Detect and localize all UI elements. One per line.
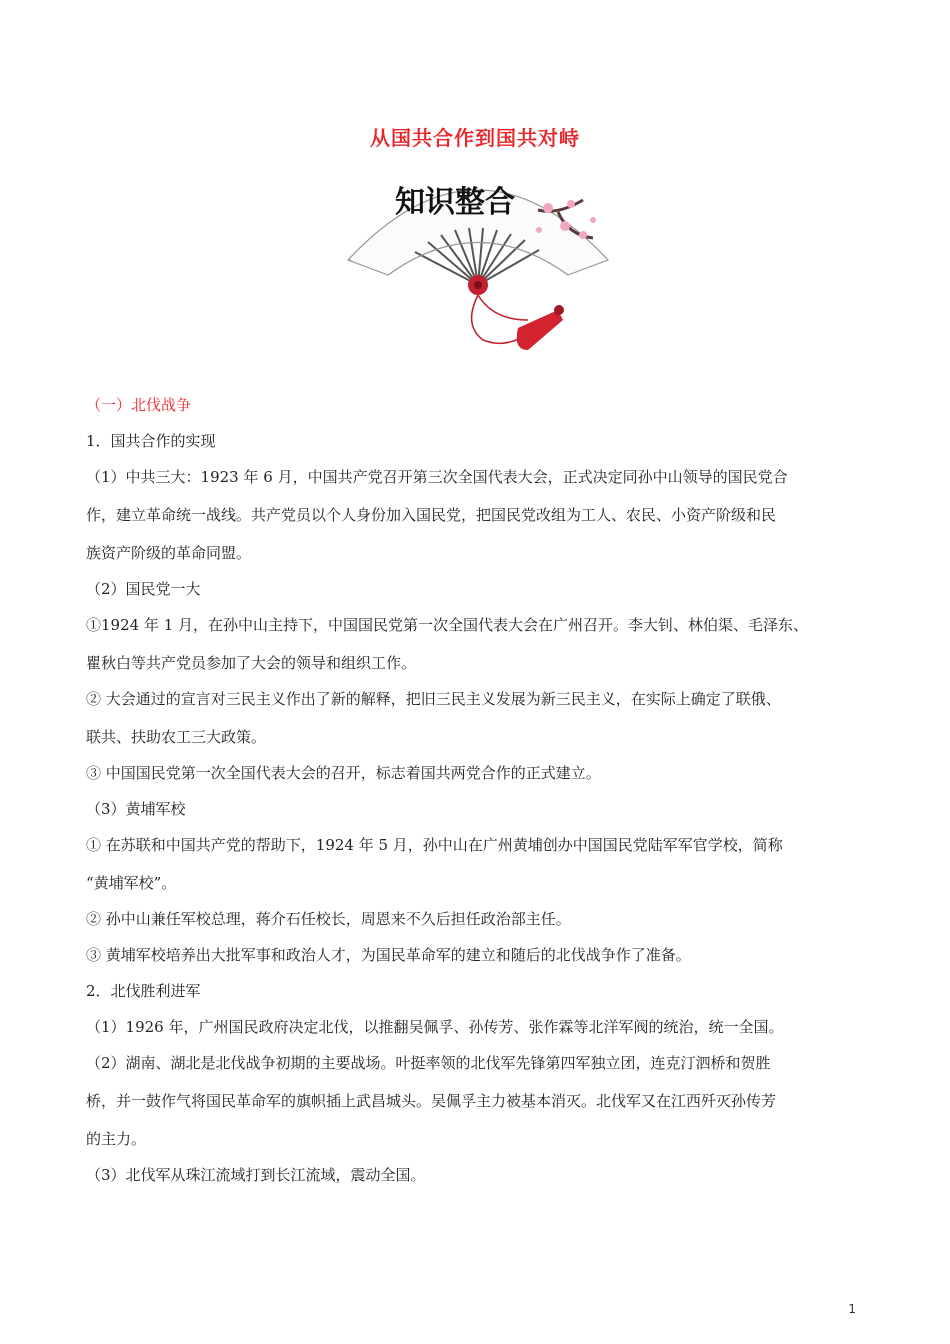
paragraph-p3 (86, 612, 876, 676)
subheading-2: 2．北伐胜利进军 (86, 982, 201, 1000)
paragraph-line: “黄埔军校”。 (86, 874, 177, 892)
paragraph-p1 (86, 464, 876, 566)
paragraph-p9: ③ 黄埔军校培养出大批军事和政治人才，为国民革命军的建立和随后的北伐战争作了准备。 (86, 946, 691, 964)
paragraph-p7 (86, 832, 876, 896)
paragraph-line: 桥，并一鼓作气将国民革命军的旗帜插上武昌城头。吴佩孚主力被基本消灭。北伐军又在江西歼灭孙传芳 (86, 1092, 777, 1110)
paragraph-p8: ② 孙中山兼任军校总理，蒋介石任校长，周恩来不久后担任政治部主任。 (86, 910, 571, 928)
paragraph-line: （1）中共三大：1923 年 6 月，中国共产党召开第三次全国代表大会，正式决定同孙中山领导的国民党合 (86, 468, 788, 486)
paragraph-line: ①1924 年 1 月，在孙中山主持下，中国国民党第一次全国代表大会在广州召开。李大钊、林伯渠、毛泽东、 (86, 616, 809, 634)
paragraph-p10: （1）1926 年，广州国民政府决定北伐，以推翻吴佩孚、孙传芳、张作霖等北洋军阀的统治，统一全国。 (86, 1018, 784, 1036)
paragraph-p4 (86, 686, 876, 750)
paragraph-line: 族资产阶级的革命同盟。 (86, 544, 252, 562)
page-number: 1 (848, 1302, 856, 1316)
paragraph-line: 联共、扶助农工三大政策。 (86, 728, 267, 746)
document-body (86, 392, 876, 1198)
paragraph-p11 (86, 1050, 876, 1152)
paragraph-p6: （3）黄埔军校 (86, 800, 186, 818)
section-heading: （一）北伐战争 (86, 396, 192, 414)
knowledge-fan-banner (343, 160, 613, 360)
paragraph-line: 瞿秋白等共产党员参加了大会的领导和组织工作。 (86, 654, 417, 672)
paragraph-line: ① 在苏联和中国共产党的帮助下，1924 年 5 月，孙中山在广州黄埔创办中国国民党陆军军官学校，简称 (86, 836, 783, 854)
paragraph-line: 的主力。 (86, 1130, 147, 1148)
page-title: 从国共合作到国共对峙 (370, 126, 580, 150)
paragraph-p5: ③ 中国国民党第一次全国代表大会的召开，标志着国共两党合作的正式建立。 (86, 764, 601, 782)
subheading-1: 1．国共合作的实现 (86, 432, 216, 450)
paragraph-line: 作，建立革命统一战线。共产党员以个人身份加入国民党，把国民党改组为工人、农民、小资产阶级和民 (86, 506, 777, 524)
paragraph-line: ② 大会通过的宣言对三民主义作出了新的解释，把旧三民主义发展为新三民主义，在实际上确定了联俄、 (86, 690, 781, 708)
paragraph-line: （2）湖南、湖北是北伐战争初期的主要战场。叶挺率领的北伐军先锋第四军独立团，连克汀泗桥和贺胜 (86, 1054, 771, 1072)
paragraph-p12: （3）北伐军从珠江流域打到长江流域，震动全国。 (86, 1166, 426, 1184)
paragraph-p2: （2）国民党一大 (86, 580, 201, 598)
banner-text: 知识整合 (395, 185, 515, 220)
